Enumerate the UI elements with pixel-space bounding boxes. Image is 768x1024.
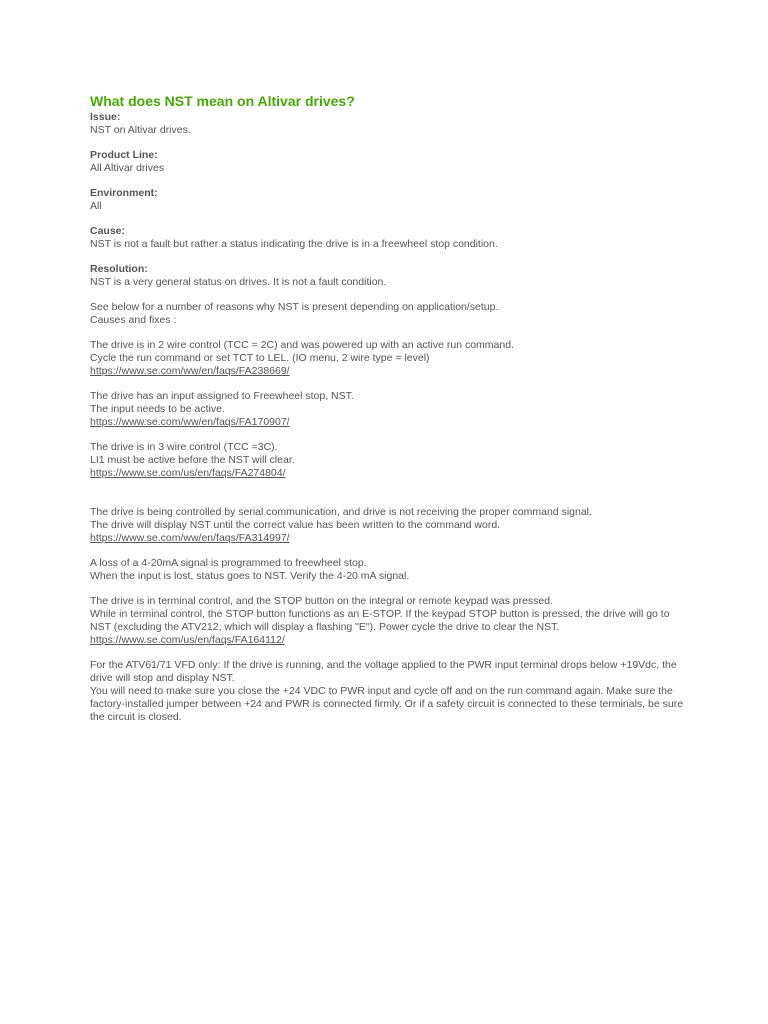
cause-text: NST is not a fault but rather a status indicating the drive is in a freewheel stop condition.: [90, 238, 498, 250]
page-title: What does NST mean on Altivar drives?: [90, 93, 355, 109]
cause-item-line: When the input is lost, status goes to NST. Verify the 4-20 mA signal.: [90, 570, 410, 582]
cause-item-line: The drive is in 3 wire control (TCC =3C).: [90, 441, 278, 453]
faq-link[interactable]: https://www.se.com/us/en/faqs/FA164112/: [90, 634, 285, 646]
cause-item-line: LI1 must be active before the NST will clear.: [90, 454, 295, 466]
cause-item: [90, 506, 690, 545]
intro-line: See below for a number of reasons why NST is present depending on application/setup.: [90, 301, 499, 313]
environment-label: Environment:: [90, 187, 158, 199]
resolution-label: Resolution:: [90, 263, 148, 275]
issue-label: Issue:: [90, 111, 121, 123]
product-line-text: All Altivar drives: [90, 162, 165, 174]
cause-section: [90, 225, 690, 251]
faq-link[interactable]: https://www.se.com/ww/en/faqs/FA314997/: [90, 532, 290, 544]
faq-link[interactable]: https://www.se.com/ww/en/faqs/FA170907/: [90, 416, 290, 428]
issue-section: [90, 111, 690, 137]
spacer: [90, 492, 690, 506]
resolution-section: [90, 263, 690, 289]
cause-item-line: The drive is in terminal control, and the STOP button on the integral or remote keypad was pressed.: [90, 595, 554, 607]
cause-item-line: Cycle the run command or set TCT to LEL. (IO menu, 2 wire type = level): [90, 352, 430, 364]
resolution-intro: [90, 301, 690, 327]
environment-section: [90, 187, 690, 213]
environment-text: All: [90, 200, 102, 212]
product-line-label: Product Line:: [90, 149, 158, 161]
issue-text: NST on Altivar drives.: [90, 124, 191, 136]
product-line-section: [90, 149, 690, 175]
cause-item: [90, 595, 690, 647]
cause-item-line: For the ATV61/71 VFD only: If the drive is running, and the voltage applied to the PWR input terminal drops below +19Vdc, the drive will stop and display NST.: [90, 659, 677, 684]
cause-item-line: The drive will display NST until the correct value has been written to the command word.: [90, 519, 501, 531]
cause-item: [90, 659, 690, 724]
cause-item-line: The drive is being controlled by serial communication, and drive is not receiving the proper command signal.: [90, 506, 592, 518]
cause-item-line: While in terminal control, the STOP button functions as an E-STOP. If the keypad STOP button is pressed, the drive will go to NST (excluding the ATV212, which will display a flashing "E"). Power cycle the drive to clear the NST.: [90, 608, 670, 633]
resolution-text: NST is a very general status on drives. It is not a fault condition.: [90, 276, 387, 288]
cause-item: [90, 390, 690, 429]
cause-item-line: The drive has an input assigned to Freewheel stop, NST.: [90, 390, 354, 402]
cause-item-line: The drive is in 2 wire control (TCC = 2C) and was powered up with an active run command.: [90, 339, 514, 351]
faq-link[interactable]: https://www.se.com/us/en/faqs/FA274804/: [90, 467, 286, 479]
cause-item-line: You will need to make sure you close the +24 VDC to PWR input and cycle off and on the run command again. Make sure the factory-installed jumper between +24 and PWR is connected firmly. Or if a safety circuit is connected to these terminals, be sure the circuit is closed.: [90, 685, 684, 723]
cause-item: [90, 339, 690, 378]
cause-item: [90, 441, 690, 480]
cause-item: [90, 557, 690, 583]
cause-item-line: The input needs to be active.: [90, 403, 225, 415]
article-content: [90, 92, 690, 736]
cause-label: Cause:: [90, 225, 126, 237]
faq-link[interactable]: https://www.se.com/ww/en/faqs/FA238669/: [90, 365, 290, 377]
cause-item-line: A loss of a 4-20mA signal is programmed to freewheel stop.: [90, 557, 367, 569]
intro-line: Causes and fixes :: [90, 314, 177, 326]
